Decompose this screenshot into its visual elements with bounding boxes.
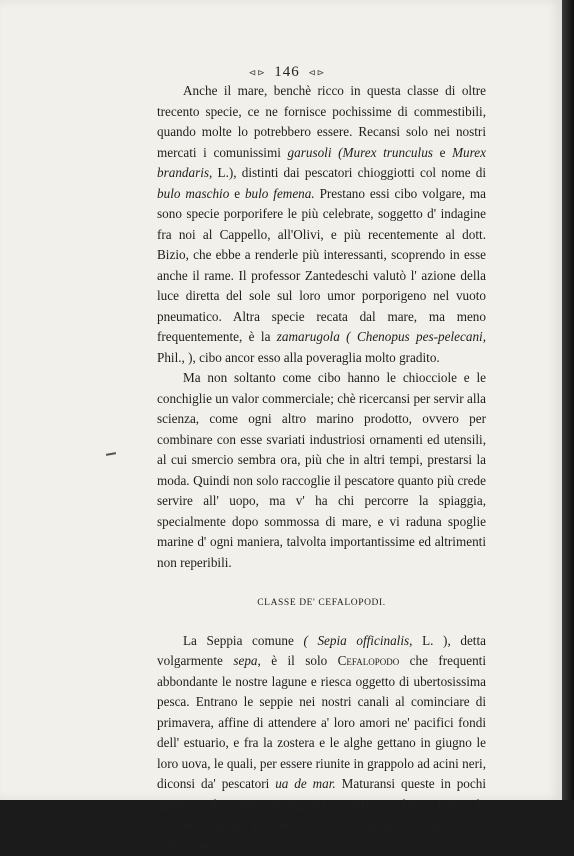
italic-run: garusoli (Murex trunculus (288, 145, 433, 160)
italic-run: Murex brandaris, (157, 145, 486, 181)
page-body (157, 81, 486, 856)
italic-run: zamarugola ( Chenopus pes-pelecani, (277, 329, 486, 344)
text-run: e (229, 186, 245, 201)
page-number: 146 (274, 64, 300, 80)
text-run: e (433, 145, 452, 160)
text-run: Maturansi queste in pochi giorni, e sbocciate, rimangonsi gregarie per breve tempo le piccole seppie (157, 776, 486, 832)
heading-part: CEFALOPODI. (318, 598, 385, 608)
italic-run: bulo maschio (157, 186, 229, 201)
text-run: L. ), detta volgarmente (157, 633, 486, 669)
paragraph-cuttlefish (157, 631, 486, 856)
ornament-left-icon: ⊲⊳ (249, 67, 266, 77)
text-run: L.), distinti dai pescatori chioggiotti col nome di (212, 165, 486, 180)
heading-part: CLASSE DE' (257, 598, 315, 608)
italic-run: (sepoline), (253, 817, 309, 832)
ornament-right-icon: ⊲⊳ (308, 67, 325, 77)
text-run: è il solo (261, 653, 338, 668)
text-run: finchè, giunte a grandezza sufficiente, (157, 817, 486, 853)
text-run: La Seppia comune (183, 633, 303, 648)
paragraph-shell-commerce (157, 368, 486, 573)
text-run: che frequenti abbondante le nostre lagune e riesca oggetto di ubertosissima pesca. Entrano le seppie nei nostri canali al cominciare di primavera, affine di attendere a' loro amori ne' pacifici fondi dell' estuario, e fra la zostera e le alghe gettano in giugno le loro uova, le quali, per essere riunite in grappolo ad acini neri, diconsi da' pescatori (157, 653, 486, 791)
italic-run: bulo femena. (245, 186, 315, 201)
page-header (0, 64, 574, 81)
section-heading (157, 593, 486, 614)
text-run: Anche il mare, benchè ricco in questa classe di oltre trecento specie, ce ne fornisce pochissime di commestibili, quando molte lo potrebbero essere. Recansi solo nei nostri mercati i comunissimi (157, 83, 486, 160)
smallcaps-run: Cefalopodo (338, 653, 400, 668)
italic-run: sepa, (233, 653, 260, 668)
text-run: Phil., ), cibo ancor esso alla poveraglia molto gradito. (157, 350, 440, 365)
text-run: Prestano essi cibo volgare, ma sono specie porporifere le più celebrate, soggetto d' indagine fra noi al Cappello, all'Olivi, e più recentemente al dott. Bizio, che ebbe a renderle più interessanti, scoprendo in esse anche il rame. Il professor Zantedeschi valutò l' azione della luce diretta del sole sul loro umor porporigeno nel vuoto pneumatico. Altra specie recata dal mare, ma meno frequentemente, è la (157, 186, 486, 345)
text-run: Ma non soltanto come cibo hanno le chiocciole e le conchiglie un valor commerciale; chè ricercansi per servir alla scienza, come ogni altro marino prodotto, ovvero per combinare con esse svariati industriosi ornamenti ed utensili, al cui smercio sembra ora, più che in altri tempi, prestarsi la moda. Quindi non solo raccoglie il pescatore quanto più crede servire all' uopo, ma v' ha chi percorre la spiaggia, specialmente dopo sommossa di mare, e vi raduna spoglie marine d' ogni maniera, talvolta importantissime ed altrimenti non reperibili. (157, 370, 486, 570)
italic-run: ( Sepia officinalis, (303, 633, 412, 648)
italic-run: ua de mar. (275, 776, 336, 791)
page-edge-shadow (562, 0, 574, 800)
paragraph-sea-molluscs (157, 81, 486, 368)
